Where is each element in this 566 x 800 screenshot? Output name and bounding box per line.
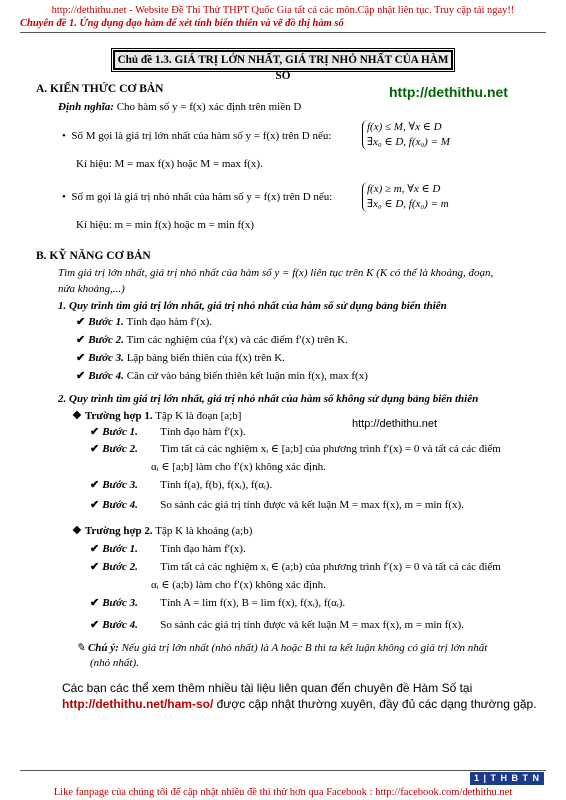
check-icon: ✔: [90, 597, 100, 609]
max-condition-system: [362, 120, 450, 150]
case2-step-2: [90, 561, 501, 575]
bullet-icon: •: [62, 130, 72, 142]
promo-text: được cập nhật thường xuyên, đầy đủ các dạng thường gặp.: [213, 697, 537, 711]
case1-step-1: [90, 426, 246, 440]
max-condition-2: ∃x₀ ∈ D, f(x₀) = M: [367, 136, 450, 148]
step-text: Căn cứ vào bảng biến thiên kết luận min f(x), max f(x): [123, 370, 368, 382]
check-icon: ✔: [90, 499, 100, 511]
diamond-bullet-icon: ❖: [72, 525, 82, 537]
footer-divider: [20, 770, 546, 771]
case2-step-1: [90, 543, 246, 557]
step-text: So sánh các giá trị tính được và kết luận M = max f(x), m = min f(x).: [160, 619, 464, 631]
check-icon: ✔: [90, 561, 100, 573]
section-b-heading: B. KỸ NĂNG CƠ BẢN: [36, 250, 151, 262]
case-2-label: Trường hợp 2.: [84, 525, 153, 537]
step-text: Tính đạo hàm f′(x).: [160, 426, 246, 438]
step-label: Bước 2.: [102, 443, 138, 455]
case-2-text: Tập K là khoảng (a;b): [152, 525, 253, 537]
min-definition-text: Số m gọi là giá trị nhỏ nhất của hàm số y = f(x) trên D nếu:: [71, 191, 333, 203]
definition-text: Cho hàm số y = f(x) xác định trên miền D: [113, 101, 302, 113]
step-text: Lập bảng biến thiên của f(x) trên K.: [123, 352, 285, 364]
step-label: Bước 2.: [88, 334, 124, 346]
step-text: Tìm các nghiệm của f′(x) và các điểm f′(x) trên K.: [123, 334, 348, 346]
case-1-title: [72, 410, 241, 424]
step-text: Tính f(a), f(b), f(xᵢ), f(αᵢ).: [160, 479, 273, 491]
case1-step-2: [90, 443, 501, 457]
check-icon: ✔: [90, 619, 100, 631]
watermark-url-small[interactable]: http://dethithu.net: [352, 418, 438, 430]
diamond-bullet-icon: ❖: [72, 410, 82, 422]
case-1-text: Tập K là đoạn [a;b]: [152, 410, 242, 422]
min-notation: Kí hiệu: m = min f(x) hoặc m = min f(x): [76, 219, 254, 231]
promo-line-1: Các bạn các thể xem thêm nhiều tài liệu liên quan đến chuyên đề Hàm Số tại: [62, 681, 473, 695]
p1-step-3: [76, 352, 285, 366]
step-text: Tính A = lim f(x), B = lim f(x), f(xᵢ), f(αᵢ).: [160, 597, 346, 609]
header-divider: [20, 32, 546, 33]
step-text: Tìm tất cả các nghiệm xᵢ ∈ (a;b) của phương trình f′(x) = 0 và tất cả các điểm: [160, 561, 501, 573]
note-label: Chú ý:: [87, 642, 119, 654]
step-label: Bước 3.: [88, 352, 124, 364]
bullet-icon: •: [62, 191, 72, 203]
p1-step-2: [76, 334, 348, 348]
check-icon: ✔: [90, 479, 100, 491]
step-text: Tính đạo hàm f′(x).: [160, 543, 246, 555]
topic-title: Chủ đề 1.3. GIÁ TRỊ LỚN NHẤT, GIÁ TRỊ NHỎ NHẤT CỦA HÀM SỐ: [113, 50, 453, 70]
min-condition-1: f(x) ≥ m, ∀x ∈ D: [367, 183, 441, 195]
step-label: Bước 3.: [102, 479, 138, 491]
header-chapter-line: Chuyên đề 1. Ứng dụng đạo hàm để xét tính biến thiên và vẽ đồ thị hàm số: [20, 18, 344, 29]
check-icon: ✔: [76, 370, 86, 382]
note-line-1: [76, 642, 487, 656]
definition-line: [58, 101, 301, 115]
max-definition-text: Số M gọi là giá trị lớn nhất của hàm số y = f(x) trên D nếu:: [71, 130, 332, 142]
step-label: Bước 4.: [88, 370, 124, 382]
min-condition-2: ∃x₀ ∈ D, f(x₀) = m: [367, 198, 449, 210]
step-label: Bước 2.: [102, 561, 138, 573]
step-label: Bước 4.: [102, 499, 138, 511]
check-icon: ✔: [76, 352, 86, 364]
page-number-badge: 1 | T H B T N: [470, 772, 544, 785]
note-line-2: (nhỏ nhất).: [90, 657, 139, 669]
max-condition-1: f(x) ≤ M, ∀x ∈ D: [367, 121, 442, 133]
step-text: Tính đạo hàm f′(x).: [123, 316, 212, 328]
note-text: Nếu giá trị lớn nhất (nhỏ nhất) là A hoặc B thì ta kết luận không có giá trị lớn nhất: [118, 642, 488, 654]
case-2-title: [72, 525, 252, 539]
case-1-label: Trường hợp 1.: [84, 410, 153, 422]
pencil-icon: ✎: [76, 642, 88, 654]
section-b-intro-1: Tìm giá trị lớn nhất, giá trị nhỏ nhất của hàm số y = f(x) liên tục trên K (K có thể là khoảng, đoạn,: [58, 267, 494, 279]
promo-link[interactable]: http://dethithu.net/ham-so/: [62, 697, 214, 711]
check-icon: ✔: [76, 316, 86, 328]
promo-line-2: [62, 697, 537, 712]
step-text: Tìm tất cả các nghiệm xᵢ ∈ [a;b] của phương trình f′(x) = 0 và tất cả các điểm: [160, 443, 501, 455]
min-definition: [62, 191, 332, 205]
check-icon: ✔: [90, 426, 100, 438]
case1-step-4: [90, 499, 464, 513]
max-definition: [62, 130, 331, 144]
step-label: Bước 1.: [88, 316, 124, 328]
step-label: Bước 3.: [102, 597, 138, 609]
procedure-2-title: 2. Quy trình tìm giá trị lớn nhất, giá trị nhỏ nhất của hàm số không sử dụng bảng biến thiên: [58, 393, 479, 405]
case2-step-4: [90, 619, 464, 633]
section-a-heading: A. KIẾN THỨC CƠ BẢN: [36, 83, 164, 95]
case1-step-3: [90, 479, 272, 493]
check-icon: ✔: [90, 443, 100, 455]
case2-step-2-cont: αᵢ ∈ (a;b) làm cho f′(x) không xác định.: [151, 579, 326, 591]
section-b-intro-2: nửa khoảng,...): [58, 283, 125, 295]
step-label: Bước 1.: [102, 543, 138, 555]
max-notation: Kí hiệu: M = max f(x) hoặc M = max f(x).: [76, 158, 263, 170]
check-icon: ✔: [90, 543, 100, 555]
case2-step-3: [90, 597, 345, 611]
procedure-1-title: 1. Quy trình tìm giá trị lớn nhất, giá trị nhỏ nhất của hàm số sử dụng bảng biến thiên: [58, 300, 447, 312]
step-label: Bước 4.: [102, 619, 138, 631]
header-site-line: http://dethithu.net - Website Đề Thi Thử THPT Quốc Gia tất cả các môn.Cập nhật liên tục. Truy cập tải ngay!!: [51, 5, 515, 16]
definition-label: Định nghĩa:: [58, 101, 114, 113]
footer-text: Like fanpage của chúng tôi để cập nhật nhiều đề thi thử hơn qua Facebook : http://facebook.com/dethithu.net: [53, 787, 513, 798]
check-icon: ✔: [76, 334, 86, 346]
min-condition-system: [362, 182, 449, 212]
p1-step-4: [76, 370, 368, 384]
step-label: Bước 1.: [102, 426, 138, 438]
watermark-url[interactable]: http://dethithu.net: [389, 84, 508, 100]
case1-step-2-cont: αᵢ ∈ [a;b] làm cho f′(x) không xác định.: [151, 461, 326, 473]
p1-step-1: [76, 316, 212, 330]
step-text: So sánh các giá trị tính được và kết luận M = max f(x), m = min f(x).: [160, 499, 464, 511]
